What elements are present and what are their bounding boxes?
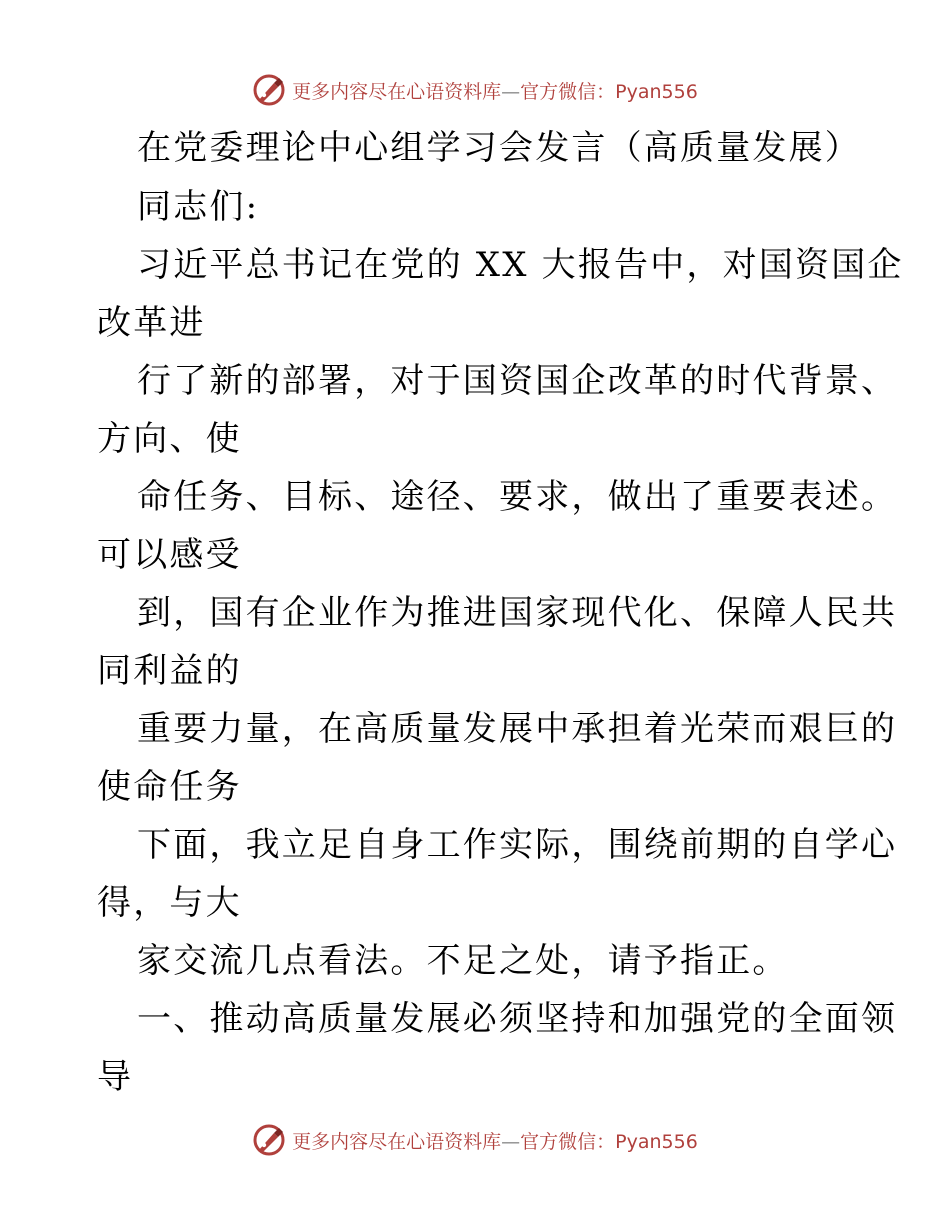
- paragraph-line: 可以感受: [97, 535, 242, 575]
- pen-circle-logo-icon: [252, 73, 286, 107]
- pen-circle-logo-icon: [252, 1123, 286, 1157]
- paragraph-line: 使命任务: [97, 767, 242, 807]
- watermark-text: [292, 77, 698, 104]
- paragraph-line: 到，国有企业作为推进国家现代化、保障人民共: [137, 593, 898, 633]
- footer-watermark-banner: [0, 1120, 950, 1160]
- paragraph-line: 同利益的: [97, 651, 242, 691]
- paragraph-line: 得，与大: [97, 883, 242, 923]
- paragraph-line: 行了新的部署，对于国资国企改革的时代背景、: [137, 361, 898, 401]
- watermark-separator: —: [501, 80, 521, 103]
- paragraph-line: 下面，我立足自身工作实际，围绕前期的自学心: [137, 825, 898, 865]
- paragraph-line: 方向、使: [97, 419, 242, 459]
- document-title: 在党委理论中心组学习会发言（高质量发展）: [137, 128, 861, 168]
- watermark-contact: 官方微信：Pyan556: [520, 80, 698, 103]
- section-heading: 一、推动高质量发展必须坚持和加强党的全面领: [137, 999, 898, 1039]
- watermark-main-text: 更多内容尽在心语资料库: [292, 1130, 502, 1153]
- watermark-separator: —: [501, 1130, 521, 1153]
- paragraph-line: 重要力量，在高质量发展中承担着光荣而艰巨的: [137, 709, 898, 749]
- watermark-contact: 官方微信：Pyan556: [520, 1130, 698, 1153]
- salutation: 同志们:: [137, 187, 260, 227]
- watermark-main-text: 更多内容尽在心语资料库: [292, 80, 502, 103]
- section-heading-continuation: 导: [97, 1057, 134, 1097]
- paragraph-line: 改革进: [97, 303, 206, 343]
- paragraph-line: 命任务、目标、途径、要求，做出了重要表述。: [137, 477, 898, 517]
- paragraph-line: 习近平总书记在党的 XX 大报告中，对国资国企: [137, 245, 904, 285]
- header-watermark-banner: [0, 70, 950, 110]
- paragraph-line: 家交流几点看法。不足之处，请予指正。: [137, 941, 789, 981]
- watermark-text: [292, 1127, 698, 1154]
